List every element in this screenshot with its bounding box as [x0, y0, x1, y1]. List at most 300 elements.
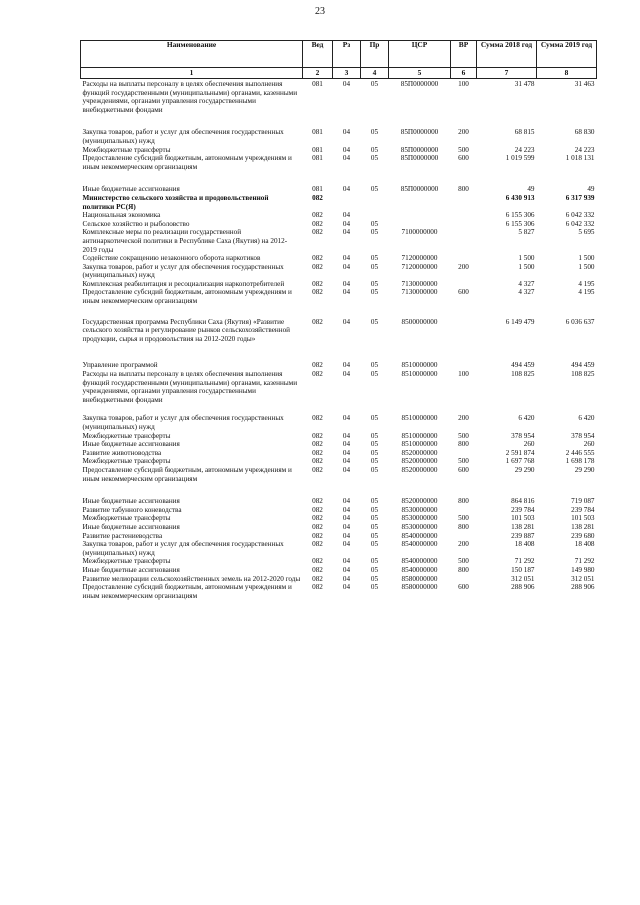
row-sum-2019: 1 500 — [578, 254, 595, 263]
header-pr: Пр — [361, 41, 389, 68]
row-name: Развитие животноводства — [82, 448, 162, 457]
row-sum-2019: 18 408 — [574, 540, 595, 549]
row-ved: 082 — [312, 431, 323, 440]
row-sum-2019: 312 051 — [571, 574, 595, 583]
row-sum-2019: 6 317 939 — [565, 193, 595, 202]
row-csr: 85П0000000 — [400, 154, 439, 163]
row-sum-2018: 494 459 — [511, 361, 535, 370]
row-sum-2018: 6 155 306 — [505, 211, 535, 220]
row-ved: 082 — [312, 288, 323, 297]
row-sum-2018: 24 223 — [514, 145, 535, 154]
table-row — [81, 497, 597, 506]
row-pr: 05 — [370, 457, 379, 466]
row-name: Предоставление субсидий бюджетным, автономным учреждениям и иным некоммерческим организациям — [82, 583, 292, 600]
row-sum-2018: 6 149 479 — [505, 317, 535, 326]
row-name: Межбюджетные трансферты — [82, 145, 171, 154]
row-rz: 04 — [342, 80, 351, 88]
row-ved: 082 — [312, 565, 323, 574]
row-name: Развитие мелиорации сельскохозяйственных земель на 2012-2020 годы — [82, 574, 301, 583]
row-sum-2019: 4 195 — [578, 288, 595, 297]
row-sum-2019: 108 825 — [571, 370, 595, 379]
row-name: Межбюджетные трансферты — [82, 557, 171, 566]
row-pr: 05 — [370, 440, 379, 449]
row-sum-2018: 239 887 — [511, 531, 535, 540]
row-vr: 800 — [458, 565, 469, 574]
row-vr: 600 — [458, 154, 469, 163]
row-name: Межбюджетные трансферты — [82, 514, 171, 523]
header-csr: ЦСР — [389, 41, 451, 68]
row-name: Расходы на выплаты персоналу в целях обеспечения выполнения функций государственными (муниципальными) органами, казенными учреждениями, органами управления государственными внебюджетными фондами — [82, 80, 298, 114]
row-ved: 081 — [312, 185, 323, 194]
row-csr: 8510000000 — [401, 361, 438, 370]
row-sum-2018: 260 — [523, 440, 535, 449]
table-row — [81, 220, 597, 229]
row-csr: 8530000000 — [401, 505, 438, 514]
row-sum-2018: 1 019 599 — [505, 154, 535, 163]
table-row — [81, 79, 597, 129]
row-sum-2018: 1 500 — [518, 254, 535, 263]
table-row — [81, 146, 597, 155]
row-name: Иные бюджетные ассигнования — [82, 185, 180, 194]
row-sum-2019: 1 500 — [578, 262, 595, 271]
row-ved: 082 — [312, 211, 323, 220]
row-ved: 082 — [312, 440, 323, 449]
row-pr: 05 — [370, 145, 379, 154]
row-rz: 04 — [342, 522, 351, 531]
row-pr: 05 — [370, 583, 379, 592]
table-row — [81, 280, 597, 289]
row-sum-2019: 288 906 — [571, 583, 595, 592]
row-csr: 85П0000000 — [400, 128, 439, 137]
row-ved: 082 — [312, 457, 323, 466]
row-name: Иные бюджетные ассигнования — [82, 497, 180, 506]
row-pr: 05 — [370, 279, 379, 288]
row-pr: 05 — [370, 448, 379, 457]
row-vr — [451, 575, 477, 584]
row-pr: 05 — [370, 219, 379, 228]
row-rz: 04 — [342, 185, 351, 194]
row-sum-2018: 2 591 874 — [505, 448, 535, 457]
row-vr: 200 — [458, 128, 469, 137]
col-number: 3 — [333, 68, 361, 79]
row-sum-2018: 31 478 — [514, 80, 535, 88]
row-name: Закупка товаров, работ и услуг для обеспечения государственных (муниципальных) нужд — [82, 540, 284, 557]
row-pr: 05 — [370, 414, 379, 423]
row-sum-2019: 260 — [583, 440, 595, 449]
row-pr: 05 — [370, 370, 379, 379]
row-sum-2018: 864 816 — [511, 497, 535, 506]
row-rz: 04 — [342, 531, 351, 540]
row-csr — [389, 194, 451, 211]
row-csr: 8580000000 — [401, 574, 438, 583]
row-sum-2019: 378 954 — [571, 431, 595, 440]
row-sum-2019: 6 036 637 — [565, 317, 595, 326]
table-row — [81, 466, 597, 497]
row-csr: 8520000000 — [401, 457, 438, 466]
row-ved: 082 — [312, 414, 323, 423]
row-vr: 500 — [458, 431, 469, 440]
row-name: Национальная экономика — [82, 211, 161, 220]
table-row — [81, 318, 597, 362]
row-vr — [451, 506, 477, 515]
table-row — [81, 211, 597, 220]
header-sum-2019: Сумма 2019 год — [537, 41, 597, 68]
row-sum-2018: 101 503 — [511, 514, 535, 523]
header-sum-2018: Сумма 2018 год — [477, 41, 537, 68]
row-name: Государственная программа Республики Саха (Якутия) «Развитие сельского хозяйства и регулирование рынков сельскохозяйственной продукции, сырья и продовольствия на 2012-2020 годы» — [82, 317, 291, 343]
row-vr: 200 — [458, 540, 469, 549]
row-sum-2019: 6 042 332 — [565, 211, 595, 220]
row-pr: 05 — [370, 254, 379, 263]
row-pr: 05 — [370, 565, 379, 574]
row-sum-2018: 312 051 — [511, 574, 535, 583]
header-vr: ВР — [451, 41, 477, 68]
row-pr: 05 — [370, 262, 379, 271]
row-vr: 600 — [458, 465, 469, 474]
row-sum-2018: 5 827 — [518, 228, 535, 237]
row-rz: 04 — [342, 505, 351, 514]
table-row — [81, 583, 597, 600]
row-ved: 082 — [312, 448, 323, 457]
row-sum-2018: 6 430 913 — [505, 193, 535, 202]
row-sum-2019: 71 292 — [574, 557, 595, 566]
row-sum-2019: 149 980 — [571, 565, 595, 574]
row-name: Комплексная реабилитация и ресоциализация наркопотребителей — [82, 279, 285, 288]
col-number: 5 — [389, 68, 451, 79]
table-row — [81, 557, 597, 566]
row-sum-2018: 6 155 306 — [505, 219, 535, 228]
row-rz: 04 — [342, 370, 351, 379]
row-rz: 04 — [342, 228, 351, 237]
row-vr — [451, 228, 477, 254]
row-ved: 082 — [312, 279, 323, 288]
row-sum-2019: 101 503 — [571, 514, 595, 523]
row-rz: 04 — [342, 128, 351, 137]
row-vr: 500 — [458, 457, 469, 466]
row-pr: 05 — [370, 361, 379, 370]
col-number: 2 — [303, 68, 333, 79]
row-ved: 082 — [312, 514, 323, 523]
row-ved: 082 — [312, 540, 323, 549]
row-rz: 04 — [342, 219, 351, 228]
row-ved: 082 — [312, 370, 323, 379]
row-name: Закупка товаров, работ и услуг для обеспечения государственных (муниципальных) нужд — [82, 128, 284, 145]
row-vr: 100 — [458, 80, 469, 88]
row-csr — [389, 211, 451, 220]
row-rz: 04 — [342, 457, 351, 466]
row-name: Межбюджетные трансферты — [82, 431, 171, 440]
row-sum-2018: 4 327 — [518, 288, 535, 297]
row-csr: 85П0000000 — [400, 80, 439, 88]
row-vr — [451, 449, 477, 458]
row-csr: 7130000000 — [401, 288, 438, 297]
row-csr: 8520000000 — [401, 465, 438, 474]
row-rz: 04 — [342, 262, 351, 271]
row-pr: 05 — [370, 185, 379, 194]
row-name: Иные бюджетные ассигнования — [82, 565, 180, 574]
row-pr: 05 — [370, 531, 379, 540]
table-row — [81, 361, 597, 370]
row-sum-2018: 150 187 — [511, 565, 535, 574]
row-sum-2019: 6 420 — [578, 414, 595, 423]
row-sum-2019: 31 463 — [574, 80, 595, 88]
row-name: Закупка товаров, работ и услуг для обеспечения государственных (муниципальных) нужд — [82, 414, 284, 431]
row-rz: 04 — [342, 565, 351, 574]
row-vr: 600 — [458, 583, 469, 592]
row-pr: 05 — [370, 522, 379, 531]
row-rz: 04 — [342, 540, 351, 549]
row-name: Управление программой — [82, 361, 158, 370]
row-csr: 7130000000 — [401, 279, 438, 288]
row-ved: 081 — [312, 128, 323, 137]
row-pr: 05 — [370, 128, 379, 137]
header-name: Наименование — [81, 41, 303, 68]
row-csr: 7120000000 — [401, 262, 438, 271]
row-sum-2019: 719 087 — [571, 497, 595, 506]
row-ved: 082 — [312, 557, 323, 566]
row-rz: 04 — [342, 211, 351, 220]
table-row — [81, 228, 597, 254]
row-vr — [451, 211, 477, 220]
row-pr: 05 — [370, 228, 379, 237]
row-ved: 082 — [312, 193, 323, 202]
row-vr — [451, 280, 477, 289]
row-ved: 081 — [312, 145, 323, 154]
row-vr: 800 — [458, 440, 469, 449]
row-sum-2018: 4 327 — [518, 279, 535, 288]
row-csr: 8510000000 — [401, 440, 438, 449]
table-row — [81, 440, 597, 449]
row-sum-2018: 1 697 768 — [505, 457, 535, 466]
row-pr: 05 — [370, 465, 379, 474]
row-sum-2019: 68 830 — [574, 128, 595, 137]
row-vr — [451, 361, 477, 370]
row-ved: 082 — [312, 531, 323, 540]
row-pr: 05 — [370, 80, 379, 88]
row-csr: 8510000000 — [401, 414, 438, 423]
row-csr: 8540000000 — [401, 531, 438, 540]
row-vr — [451, 254, 477, 263]
row-name: Иные бюджетные ассигнования — [82, 522, 180, 531]
row-pr: 05 — [370, 431, 379, 440]
row-csr: 8520000000 — [401, 448, 438, 457]
row-rz: 04 — [342, 279, 351, 288]
row-csr: 8510000000 — [401, 370, 438, 379]
row-rz: 04 — [342, 254, 351, 263]
row-ved: 082 — [312, 497, 323, 506]
row-ved: 082 — [312, 583, 323, 592]
row-vr: 200 — [458, 414, 469, 423]
table-row — [81, 185, 597, 194]
row-csr: 8530000000 — [401, 522, 438, 531]
table-row — [81, 514, 597, 523]
row-csr: 8540000000 — [401, 557, 438, 566]
row-rz: 04 — [342, 431, 351, 440]
row-sum-2019: 494 459 — [571, 361, 595, 370]
row-sum-2018: 71 292 — [514, 557, 535, 566]
row-pr: 05 — [370, 505, 379, 514]
row-sum-2018: 49 — [527, 185, 535, 194]
row-vr: 500 — [458, 145, 469, 154]
row-vr — [451, 532, 477, 541]
row-csr: 7100000000 — [401, 228, 438, 237]
row-rz: 04 — [342, 448, 351, 457]
row-rz: 04 — [342, 497, 351, 506]
row-ved: 081 — [312, 154, 323, 163]
row-name: Комплексные меры по реализации государственной антинаркотической политики в Республике Саха (Якутия) на 2012-2019 годы — [82, 228, 288, 254]
row-sum-2018: 29 290 — [514, 465, 535, 474]
row-sum-2018: 378 954 — [511, 431, 535, 440]
row-rz: 04 — [342, 574, 351, 583]
row-csr: 8540000000 — [401, 540, 438, 549]
row-sum-2019: 4 195 — [578, 279, 595, 288]
row-sum-2019: 239 680 — [571, 531, 595, 540]
row-sum-2019: 2 446 555 — [565, 448, 595, 457]
table-row — [81, 194, 597, 211]
row-ved: 082 — [312, 262, 323, 271]
table-header — [81, 41, 597, 79]
row-ved: 082 — [312, 317, 323, 326]
col-number: 6 — [451, 68, 477, 79]
row-sum-2018: 6 420 — [518, 414, 535, 423]
row-rz: 04 — [342, 557, 351, 566]
row-vr: 100 — [458, 370, 469, 379]
row-sum-2019: 24 223 — [574, 145, 595, 154]
row-pr — [361, 211, 389, 220]
row-ved: 082 — [312, 219, 323, 228]
table-row — [81, 288, 597, 317]
budget-table — [80, 40, 597, 600]
row-name: Развитие табунного коневодства — [82, 505, 182, 514]
table-row — [81, 154, 597, 185]
row-ved: 082 — [312, 465, 323, 474]
row-ved: 082 — [312, 574, 323, 583]
table-row — [81, 370, 597, 414]
row-pr: 05 — [370, 288, 379, 297]
table-row — [81, 523, 597, 532]
col-number: 8 — [537, 68, 597, 79]
row-sum-2018: 68 815 — [514, 128, 535, 137]
row-pr: 05 — [370, 154, 379, 163]
row-sum-2018: 18 408 — [514, 540, 535, 549]
row-ved: 082 — [312, 254, 323, 263]
row-rz: 04 — [342, 465, 351, 474]
table-row — [81, 128, 597, 145]
row-sum-2018: 288 906 — [511, 583, 535, 592]
header-rz: Рз — [333, 41, 361, 68]
row-rz: 04 — [342, 288, 351, 297]
row-vr: 800 — [458, 497, 469, 506]
row-rz: 04 — [342, 145, 351, 154]
table-row — [81, 540, 597, 557]
row-name: Расходы на выплаты персоналу в целях обеспечения выполнения функций государственными (муниципальными) органами, казенными учреждениями, органами управления государственными внебюджетными фондами — [82, 370, 298, 404]
row-csr: 8540000000 — [401, 565, 438, 574]
row-sum-2018: 108 825 — [511, 370, 535, 379]
row-ved: 082 — [312, 505, 323, 514]
row-name: Предоставление субсидий бюджетным, автономным учреждениям и иным некоммерческим организациям — [82, 465, 292, 483]
row-name: Межбюджетные трансферты — [82, 457, 171, 466]
table-row — [81, 506, 597, 515]
row-csr: 7120000000 — [401, 254, 438, 263]
row-pr: 05 — [370, 497, 379, 506]
row-rz: 04 — [342, 583, 351, 592]
row-pr: 05 — [370, 317, 379, 326]
row-pr: 05 — [370, 574, 379, 583]
row-rz: 04 — [342, 414, 351, 423]
table-row — [81, 575, 597, 584]
table-body — [81, 79, 597, 601]
row-pr: 05 — [370, 557, 379, 566]
row-ved: 082 — [312, 522, 323, 531]
row-sum-2018: 239 784 — [511, 505, 535, 514]
row-ved: 082 — [312, 228, 323, 237]
row-sum-2019: 239 784 — [571, 505, 595, 514]
row-sum-2019: 138 281 — [571, 522, 595, 531]
row-rz: 04 — [342, 154, 351, 163]
row-rz: 04 — [342, 317, 351, 326]
table-row — [81, 457, 597, 466]
budget-table-container — [80, 40, 596, 600]
table-row — [81, 414, 597, 431]
row-csr: 8580000000 — [401, 583, 438, 592]
row-ved: 081 — [312, 80, 323, 88]
table-row — [81, 566, 597, 575]
row-name: Сельское хозяйство и рыболовство — [82, 219, 190, 228]
row-sum-2019: 1 018 131 — [565, 154, 595, 163]
row-name: Развитие растениеводства — [82, 531, 163, 540]
col-number: 7 — [477, 68, 537, 79]
row-pr: 05 — [370, 540, 379, 549]
row-sum-2019: 49 — [587, 185, 595, 194]
row-rz: 04 — [342, 361, 351, 370]
table-row — [81, 263, 597, 280]
row-rz: 04 — [342, 514, 351, 523]
row-name: Министерство сельского хозяйства и продовольственной политики РС(Я) — [82, 193, 269, 211]
row-sum-2019: 29 290 — [574, 465, 595, 474]
row-name: Иные бюджетные ассигнования — [82, 440, 180, 449]
row-rz: 04 — [342, 440, 351, 449]
row-name: Закупка товаров, работ и услуг для обеспечения государственных (муниципальных) нужд — [82, 262, 284, 280]
row-sum-2019: 5 695 — [578, 228, 595, 237]
col-number: 4 — [361, 68, 389, 79]
row-name: Содействие сокращению незаконного оборота наркотиков — [82, 254, 261, 263]
row-vr: 500 — [458, 514, 469, 523]
row-vr — [451, 318, 477, 362]
row-csr: 85П0000000 — [400, 185, 439, 194]
row-rz — [333, 194, 361, 211]
row-name: Предоставление субсидий бюджетным, автономным учреждениям и иным некоммерческим организациям — [82, 288, 292, 306]
table-row — [81, 532, 597, 541]
row-csr — [389, 220, 451, 229]
row-pr: 05 — [370, 514, 379, 523]
row-vr: 500 — [458, 557, 469, 566]
row-vr: 200 — [458, 262, 469, 271]
row-csr: 85П0000000 — [400, 145, 439, 154]
row-csr: 8510000000 — [401, 431, 438, 440]
row-name: Предоставление субсидий бюджетным, автономным учреждениям и иным некоммерческим организациям — [82, 154, 292, 171]
row-sum-2019: 6 042 332 — [565, 219, 595, 228]
row-vr — [451, 194, 477, 211]
table-row — [81, 432, 597, 441]
row-ved: 082 — [312, 361, 323, 370]
table-row — [81, 254, 597, 263]
row-csr: 8530000000 — [401, 514, 438, 523]
table-row — [81, 449, 597, 458]
row-sum-2019: 1 698 178 — [565, 457, 595, 466]
row-vr: 800 — [458, 185, 469, 194]
row-vr — [451, 220, 477, 229]
row-sum-2018: 1 500 — [518, 262, 535, 271]
